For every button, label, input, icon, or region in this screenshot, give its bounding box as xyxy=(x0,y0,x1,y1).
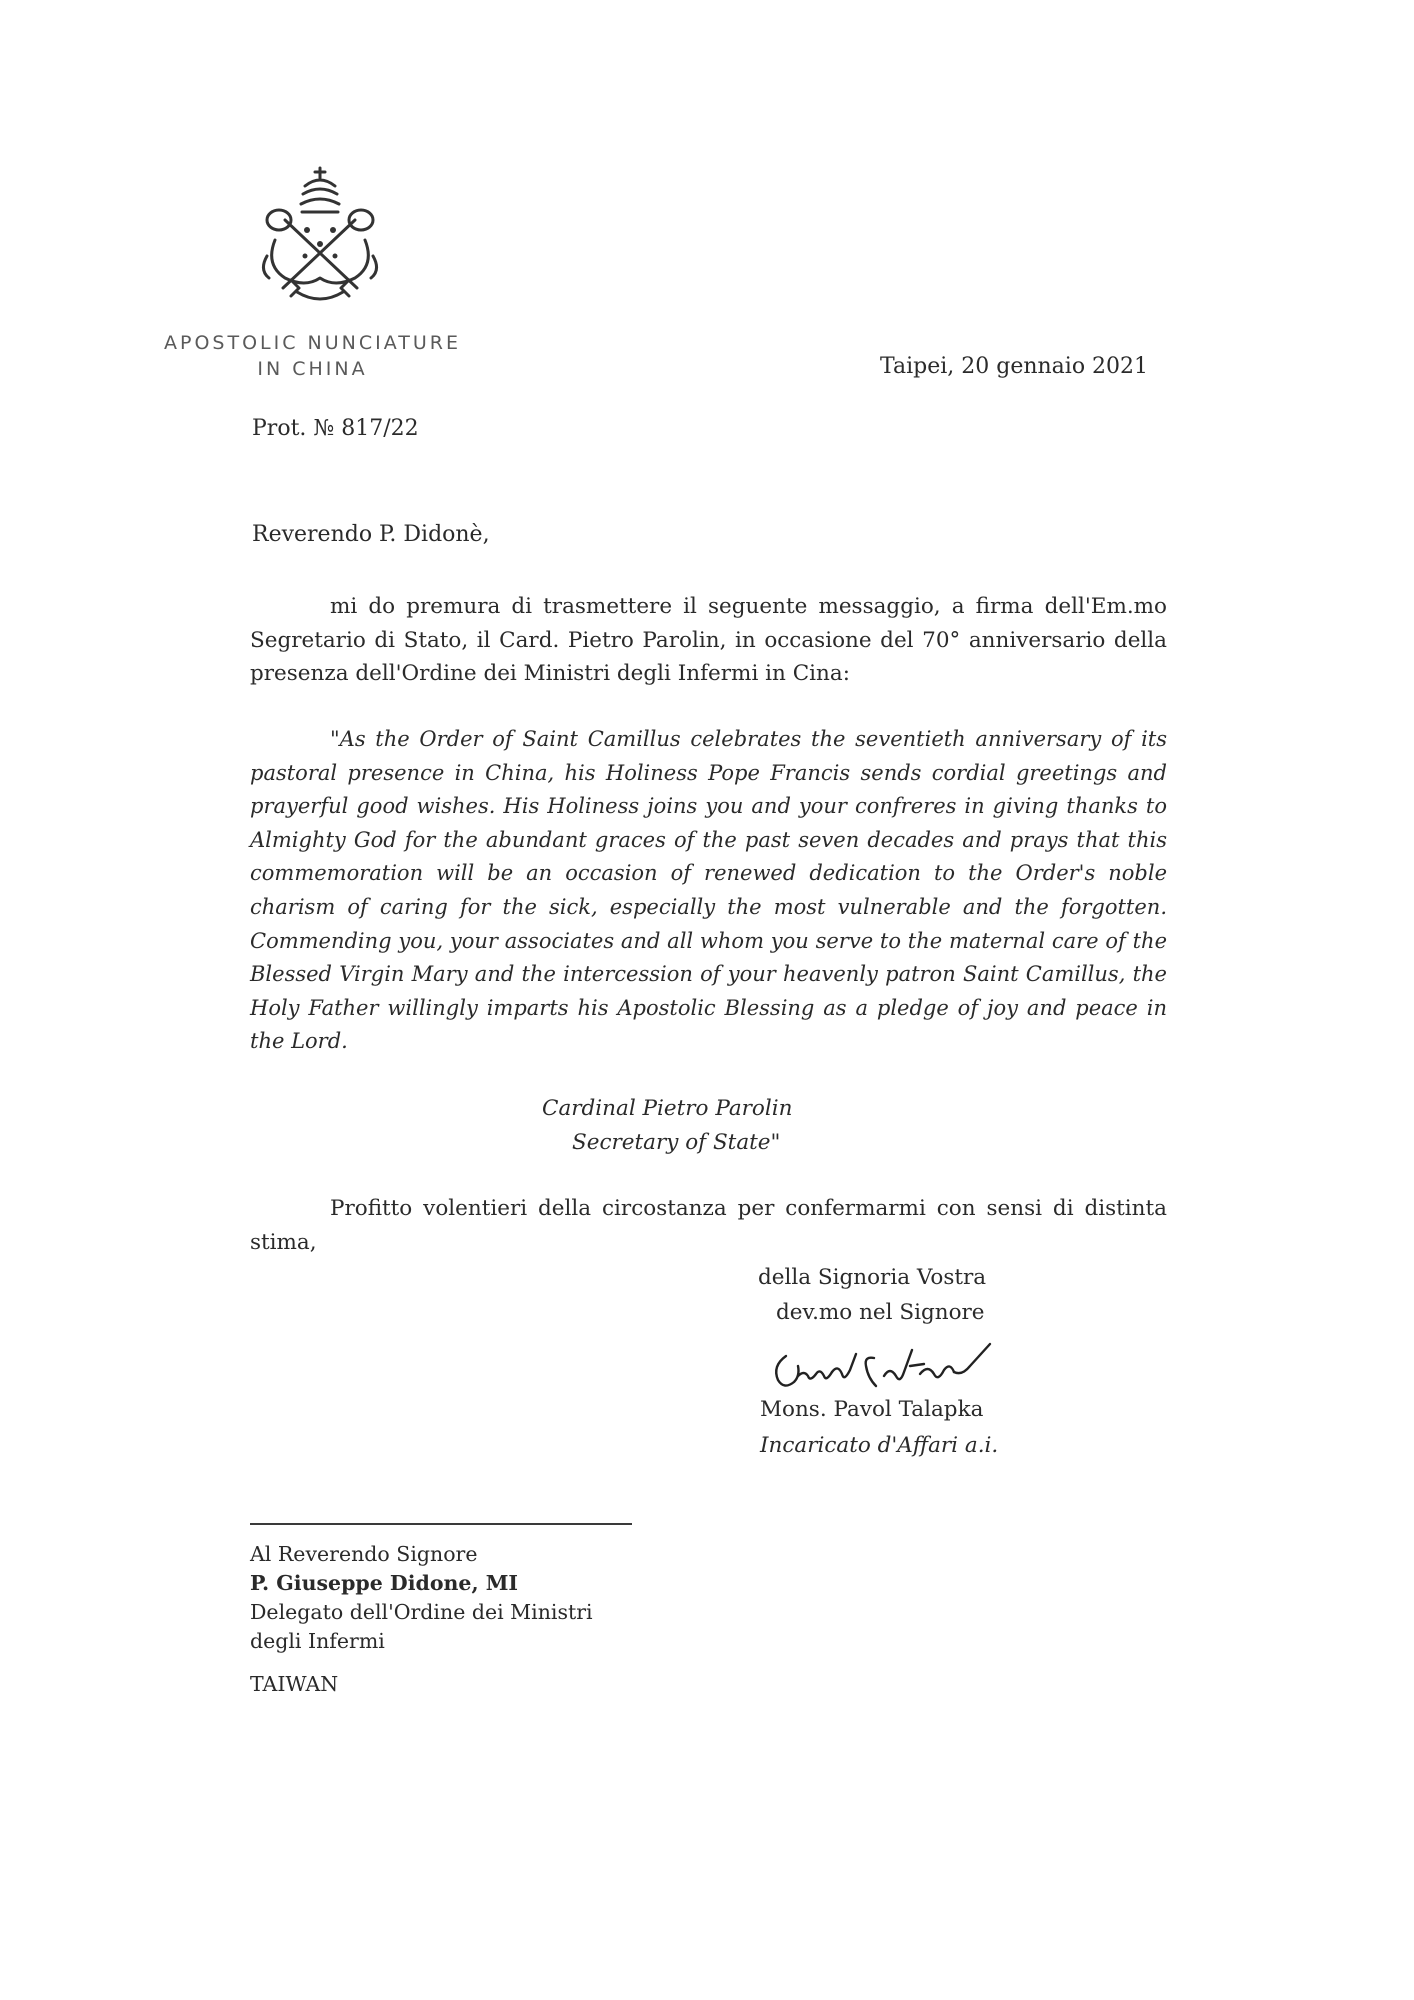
signer-name: Mons. Pavol Talapka xyxy=(760,1397,984,1422)
addressee-line-3: Delegato dell'Ordine dei Ministri xyxy=(250,1600,593,1624)
quote-signer-name: Cardinal Pietro Parolin xyxy=(542,1096,793,1121)
addressee-line-1: Al Reverendo Signore xyxy=(250,1542,478,1566)
regards-line-1: della Signoria Vostra xyxy=(758,1265,987,1290)
quoted-message: "As the Order of Saint Camillus celebrates the seventieth anniversary of its pastoral presence in China, his Holiness Pope Francis sends cordial greetings and prayerful good wishes. His Holiness joins you and your confreres in giving thanks to Almighty God for the abundant graces of the past seven decades and prays that this commemoration will be an occasion of renewed dedication to the Order's noble charism of caring for the sick, especially the most vulnerable and the forgotten. Commending you, your associates and all whom you serve to the maternal care of the Blessed Virgin Mary and the intercession of your heavenly patron Saint Camillus, the Holy Father willingly imparts his Apostolic Blessing as a pledge of joy and peace in the Lord. xyxy=(250,727,1167,1054)
regards-line-2: dev.mo nel Signore xyxy=(776,1300,985,1325)
quote-signature-block xyxy=(520,1092,820,1160)
addressee-country: TAIWAN xyxy=(250,1672,339,1696)
salutation: Reverendo P. Didonè, xyxy=(252,522,490,547)
letter-date: Taipei, 20 gennaio 2021 xyxy=(880,354,1149,379)
protocol-number: Prot. № 817/22 xyxy=(252,416,419,441)
handwritten-signature xyxy=(764,1336,1004,1398)
addressee-line-4: degli Infermi xyxy=(250,1629,385,1653)
addressee-divider xyxy=(250,1523,632,1525)
institution-line-2: IN CHINA xyxy=(257,358,368,380)
addressee-block xyxy=(250,1540,750,1699)
quote-signer-title: Secretary of State" xyxy=(572,1130,781,1155)
papal-coat-of-arms-icon xyxy=(245,160,395,310)
signer-role: Incaricato d'Affari a.i. xyxy=(760,1433,999,1458)
closing-paragraph: Profitto volentieri della circostanza per confermarmi con sensi di distinta stima, xyxy=(250,1196,1167,1255)
institution-name xyxy=(140,330,485,382)
signer-block xyxy=(760,1392,1060,1464)
intro-paragraph: mi do premura di trasmettere il seguente messaggio, a firma dell'Em.mo Segretario di Stato, il Card. Pietro Parolin, in occasione del 70° anniversario della presenza dell'Ordine dei Ministri degli Infermi in Cina: xyxy=(250,594,1167,686)
institution-line-1: APOSTOLIC NUNCIATURE xyxy=(164,332,461,354)
regards-block xyxy=(758,1260,1058,1330)
addressee-name: P. Giuseppe Didone, MI xyxy=(250,1571,519,1595)
